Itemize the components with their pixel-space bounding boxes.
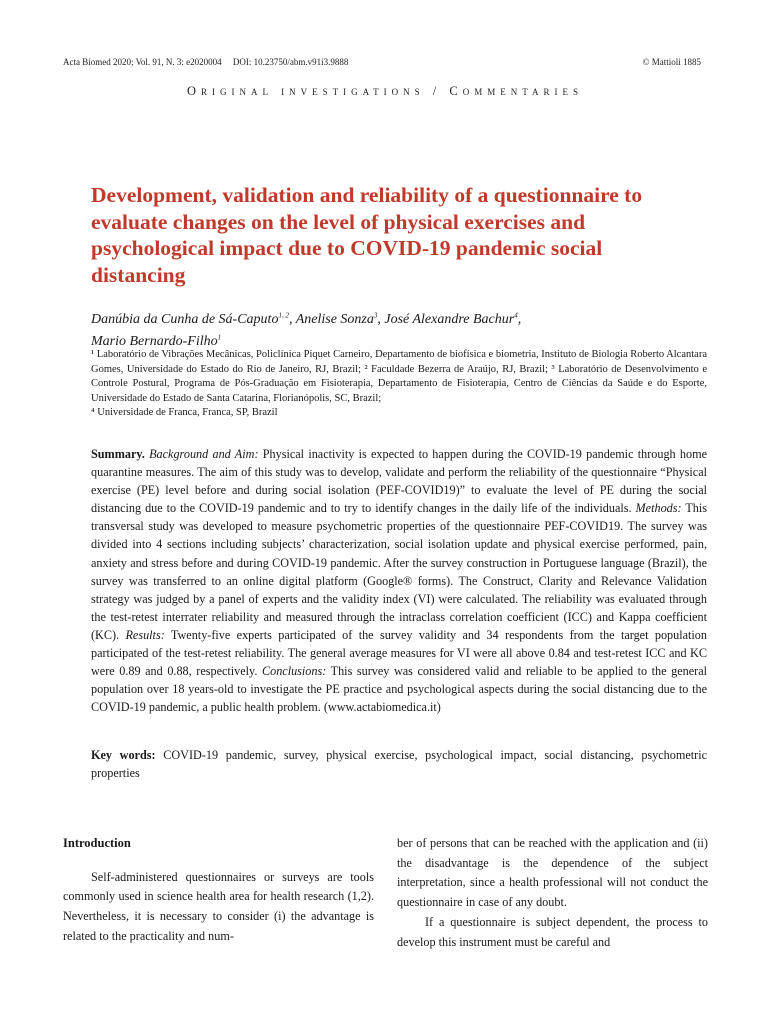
affiliations <box>91 348 707 421</box>
keywords-label: Key words: <box>91 748 156 762</box>
results-text: Twenty-five experts participated of the survey validity and 34 respondents from the target population participated of the test-retest reliability. The general average measures for VI were all above 0.84 and test-retest ICC and KC were 0.89 and 0.88, respectively. <box>91 627 707 679</box>
doi[interactable]: DOI: 10.23750/abm.v91i3.9888 <box>232 57 349 67</box>
section-header: Original investigations / Commentaries <box>187 84 583 98</box>
article-title: Development, validation and reliability of a questionnaire to evaluate changes on the level of physical exercises and psychological impact due to COVID-19 pandemic social distancing <box>91 183 643 287</box>
background-label: Background and Aim: <box>149 447 259 461</box>
author: Anelise Sonza$^3$, <box>295 311 385 327</box>
affiliation-text: ¹ Laboratório de Vibrações Mecânicas, Policlínica Piquet Carneiro, Departamento de biofísica e biometria, Instituto de Biologia Roberto Alcantara Gomes, Universidade do Estado do Rio de Janeiro, RJ, Brazil; ² Faculdade Bezerra de Araújo, RJ, Brazil; ³ Laboratório de Desenvolvimento e Controle Postural, Programa de Pós-Graduação em Fisioterapia, Departamento de Fisioterapia, Centro de Ciências da Saúde e do Esporte, Universidade do Estado de Santa Catarina, Florianópolis, SC, Brazil; <box>91 349 707 404</box>
results-label: Results: <box>125 627 165 642</box>
journal-meta <box>63 57 348 67</box>
author-list <box>91 306 711 351</box>
background-text: Physical inactivity is expected to happen during the COVID-19 pandemic through home quarantine measures. The aim of this study was to develop, validate and perform the reliability of the questionnaire “Physical exercise (PE) level before and during social isolation (PEF-COVID19)” to evaluate the level of PE during the social distancing due to the COVID-19 pandemic and to try to identify changes in the daily life of the individuals. <box>91 447 707 516</box>
right-column <box>397 834 708 952</box>
body-paragraph: ber of persons that can be reached with the application and (ii) the disadvantage is the dependence of the subject interpretation, since a health professional will not conduct the questionnaire in case of any doubt. <box>397 836 708 910</box>
left-column <box>63 834 374 947</box>
author: Mario Bernardo-Filho$^1$ <box>91 333 222 350</box>
keywords <box>91 746 707 783</box>
affiliation-text: ⁴ Universidade de Franca, Franca, SP, Brazil <box>91 407 278 419</box>
keywords-text: COVID-19 pandemic, survey, physical exercise, psychological impact, social distancing, psychometric properties <box>91 748 707 781</box>
conclusions-label: Conclusions: <box>261 664 327 679</box>
methods-label: Methods: <box>635 501 682 516</box>
copyright: © Mattioli 1885 <box>642 57 701 67</box>
author: José Alexandre Bachur$^4$, <box>384 311 522 327</box>
methods-text: This transversal study was developed to measure psychometric properties of the questionnaire PEF-COVID19. The survey was divided into 4 sections including subjects’ characterization, social isolation update and physical exercise performed, pain, anxiety and stress before and during COVID-19 pandemic. After the survey construction in Portuguese language (Brazil), the survey was transferred to an online digital platform (Google® forms). The Construct, Clarity and Relevance Validation strategy was judged by a panel of experts and the validity index (VI) were calculated. The reliability was evaluated through the test-retest interrater reliability and measured through the intraclass correlation coefficient (ICC) and Kappa coefficient (KC). <box>91 501 707 642</box>
journal-citation: Acta Biomed 2020; Vol. 91, N. 3: e2020004 <box>63 57 222 67</box>
abstract <box>91 445 707 716</box>
section-heading-introduction: Introduction <box>63 836 131 850</box>
summary-label: Summary. <box>91 447 145 461</box>
body-paragraph: If a questionnaire is subject dependent, the process to develop this instrument must be careful and <box>397 914 708 949</box>
body-paragraph: Self-administered questionnaires or surveys are tools commonly used in science health area for health research (1,2). Nevertheless, it is necessary to consider (i) the advantage is related to the practicality and num- <box>63 869 374 943</box>
conclusions-text: This survey was considered valid and reliable to be applied to the general population over 18 years-old to investigate the PE practice and psychological aspects during the social distancing due to the COVID-19 pandemic, a public health problem. (www.actabiomedica.it) <box>91 664 707 715</box>
author: Danúbia da Cunha de Sá-Caputo$^{1, 2}$, <box>91 311 296 327</box>
